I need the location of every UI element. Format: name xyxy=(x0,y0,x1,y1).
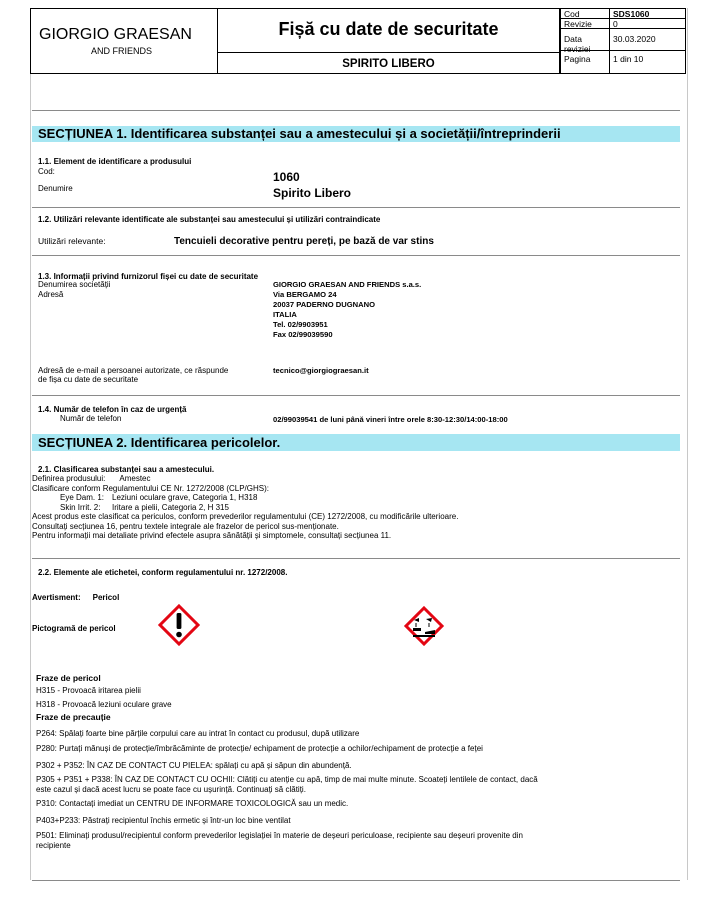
document-title: Fișă cu date de securitate xyxy=(278,19,499,39)
phone-label: Număr de telefon xyxy=(60,414,122,423)
subsection-2-1-title: 2.1. Clasificarea substanței sau a amestecului. xyxy=(38,465,215,474)
section-1-heading: SECȚIUNEA 1. Identificarea substanței sau a amestecului și a societății/întreprinderii xyxy=(32,126,680,142)
subsection-2-2-title: 2.2. Elemente ale etichetei, conform regulamentului nr. 1272/2008. xyxy=(38,568,288,577)
note-line: Pentru informații mai detaliate privind efectele asupra sănătății și simptomele, consultați secțiunea 11. xyxy=(32,531,392,540)
divider xyxy=(32,558,680,559)
phone-value: 02/99039541 de luni până vineri între orele 8:30-12:30/14:00-18:00 xyxy=(273,415,508,424)
supplier-details: GIORGIO GRAESAN AND FRIENDS s.a.s. Via BERGAMO 24 20037 PADERNO DUGNANO ITALIA Tel. 02/9903951 Fax 02/99039590 xyxy=(273,280,422,339)
hazard-phrases-title: Fraze de pericol xyxy=(36,673,101,683)
subsection-1-2-title: 1.2. Utilizări relevante identificate ale substanței sau amestecului și utilizări contraindicate xyxy=(38,215,381,224)
signal-word: Pericol xyxy=(92,593,120,602)
uses-value: Tencuieli decorative pentru pereți, pe bază de var stins xyxy=(174,236,434,247)
uses-label: Utilizări relevante: xyxy=(38,236,106,246)
subsection-1-1-title: 1.1. Element de identificare a produsului xyxy=(38,157,192,166)
divider xyxy=(32,110,680,111)
meta-row-revision: Revizie 0 xyxy=(560,19,686,29)
precaution-phrase: P264: Spălați foarte bine părțile corpului care au intrat în contact cu produsul, după utilizare xyxy=(36,729,360,738)
precaution-phrase: P302 + P352: ÎN CAZ DE CONTACT CU PIELEA: spălați cu apă și săpun din abundență. xyxy=(36,761,352,770)
email-label: Adresă de e-mail a persoanei autorizate, ce răspunde de fișa cu date de securitate xyxy=(38,366,229,384)
precaution-phrases-title: Fraze de precauție xyxy=(36,712,111,722)
document-meta xyxy=(560,8,686,74)
subsection-1-3-title: 1.3. Informații privind furnizorul fișei cu date de securitate xyxy=(38,272,259,281)
class-row: Eye Dam. 1: Leziuni oculare grave, Categoria 1, H318 xyxy=(60,493,258,502)
product-title: SPIRITO LIBERO xyxy=(342,58,435,70)
corrosion-icon xyxy=(404,606,444,646)
precaution-phrase: P403+P233: Păstrați recipientul închis ermetic și într-un loc bine ventilat xyxy=(36,816,291,825)
signal-word-row: Avertisment: Pericol xyxy=(32,593,120,602)
exclamation-mark-icon xyxy=(158,604,200,646)
document-code: SDS1060 xyxy=(610,9,686,19)
divider xyxy=(32,207,680,208)
address-label: Adresă xyxy=(38,290,64,299)
classification-intro: Clasificare conform Regulamentului CE Nr. 1272/2008 (CLP/GHS): xyxy=(32,483,269,493)
classification-block xyxy=(32,474,458,541)
meta-row-date: Data reviziei 30.03.2020 xyxy=(560,29,686,51)
subsection-1-4-title: 1.4. Număr de telefon în caz de urgență xyxy=(38,405,187,414)
section-2-heading: SECȚIUNEA 2. Identificarea pericolelor. xyxy=(32,434,680,451)
name-label: Denumire xyxy=(38,184,73,193)
precaution-phrase: P280: Purtați mănuși de protecție/îmbrăcăminte de protecție/ echipament de protecție a ochilor/echipament de protecție a feței xyxy=(36,744,483,753)
precaution-phrase: P501: Eliminați produsul/recipientul conform prevederilor legislației în materie de deșeuri periculoase, recipiente sau deșeuri provenite din recipiente xyxy=(36,831,523,850)
company-block xyxy=(30,8,218,74)
divider xyxy=(32,255,680,256)
definition-row: Definirea produsului: Amestec xyxy=(32,474,151,483)
document-header xyxy=(30,8,686,74)
company-subtitle: AND FRIENDS xyxy=(91,46,153,56)
company-label: Denumirea societății xyxy=(38,280,111,289)
page-bottom-rule xyxy=(32,880,680,881)
note-line: Consultați secțiunea 16, pentru textele integrale ale frazelor de pericol sus-menționate. xyxy=(32,521,339,531)
hazard-phrase: H318 - Provoacă leziuni oculare grave xyxy=(36,700,172,709)
pictogram-label: Pictogramă de pericol xyxy=(32,624,116,633)
title-block xyxy=(218,8,560,74)
note-line: Acest produs este clasificat ca periculos, conform prevederilor regulamentului (CE) 1272/2008, cu modificările ulterioare. xyxy=(32,512,459,521)
divider xyxy=(32,395,680,396)
company-name: GIORGIO GRAESAN xyxy=(39,26,192,43)
email-value: tecnico@giorgiograesan.it xyxy=(273,366,369,375)
class-row: Skin Irrit. 2: Iritare a pielii, Categoria 2, H 315 xyxy=(60,502,229,512)
precaution-phrase: P310: Contactați imediat un CENTRU DE INFORMARE TOXICOLOGICĂ sau un medic. xyxy=(36,799,349,808)
meta-row-page: Pagina 1 din 10 xyxy=(560,51,686,74)
code-value: 1060 xyxy=(273,170,300,184)
meta-row-code: Cod SDS1060 xyxy=(560,8,686,19)
name-value: Spirito Libero xyxy=(273,186,351,200)
precaution-phrase: P305 + P351 + P338: ÎN CAZ DE CONTACT CU OCHII: Clătiți cu atenție cu apă, timp de mai multe minute. Scoateți lentilele de contact, dacă este cazul și dacă acest lucru se poate face cu ușurință. Continuați să clătiți. xyxy=(36,775,538,794)
hazard-phrase: H315 - Provoacă iritarea pielii xyxy=(36,686,141,695)
code-label: Cod: xyxy=(38,167,55,176)
